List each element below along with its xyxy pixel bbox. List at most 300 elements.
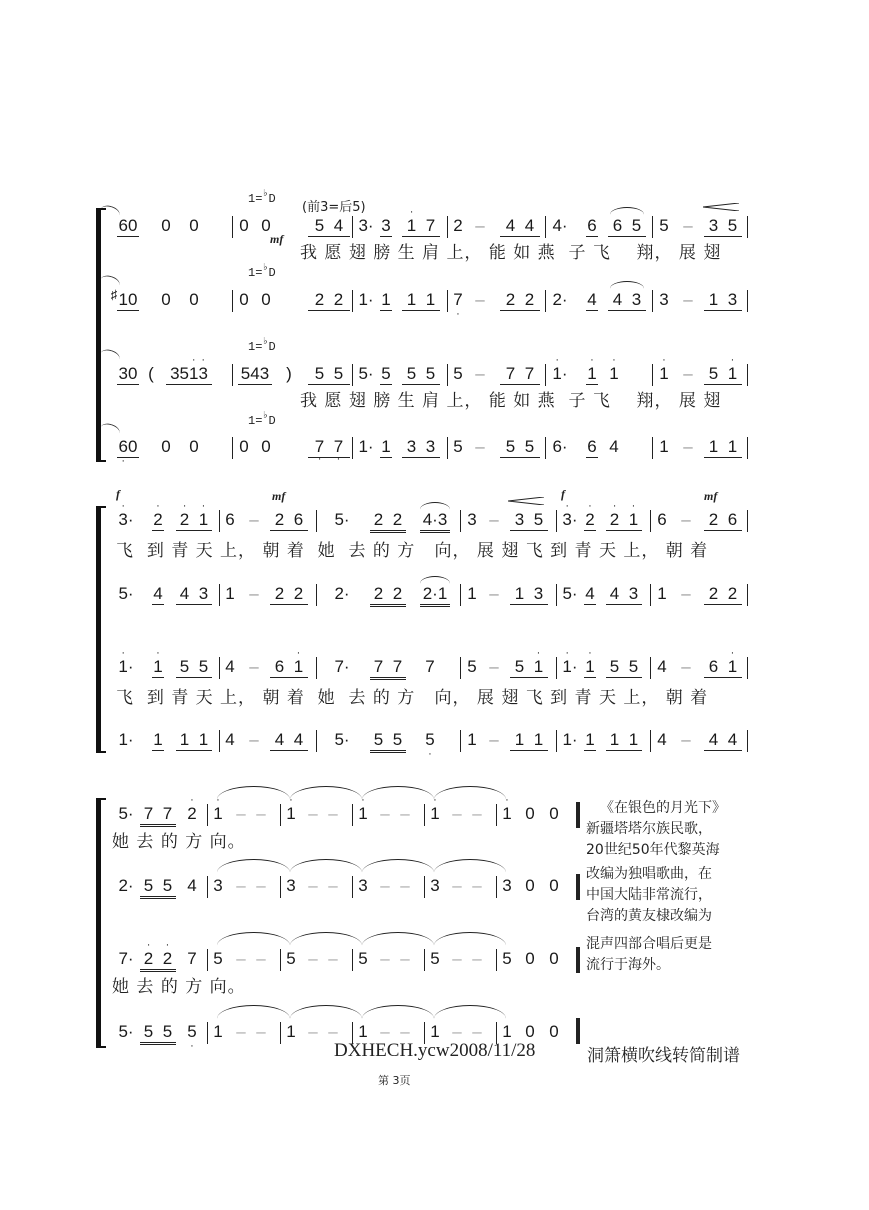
note: 2	[453, 216, 463, 235]
barline	[352, 216, 353, 238]
key-change-note: (前3=后5)	[302, 200, 366, 215]
dash: –	[489, 657, 499, 676]
note: 3	[286, 876, 296, 895]
dash: –	[380, 1022, 390, 1041]
note-group: 4 4	[270, 730, 308, 751]
rest: 0	[549, 876, 559, 895]
dash: –	[400, 876, 410, 895]
note-group: 2 2	[270, 584, 308, 605]
barline	[556, 584, 557, 606]
slur	[420, 576, 450, 591]
barline	[219, 730, 220, 752]
dash: –	[308, 1022, 318, 1041]
dash: –	[475, 364, 485, 383]
barline	[207, 804, 208, 826]
barline	[352, 290, 353, 312]
barline	[545, 364, 546, 386]
note-line: 20世纪50年代黎英海	[586, 842, 720, 858]
barline	[219, 657, 220, 679]
note-group: 1 1	[510, 730, 548, 751]
rest: 0	[549, 804, 559, 823]
note: 3	[659, 290, 669, 309]
barline	[447, 437, 448, 459]
barline	[747, 657, 748, 679]
note: 1·	[118, 730, 134, 749]
note: 4	[587, 290, 597, 309]
note-group: 351 · 3 ·	[166, 364, 212, 385]
note-group: 2 · 1 ·	[606, 510, 642, 531]
note-group: 5 5	[140, 1022, 176, 1045]
note: 7	[425, 657, 435, 676]
note: 1 ·	[585, 647, 595, 676]
note: 0	[161, 216, 171, 235]
note-group: 4 3	[176, 584, 212, 605]
barline	[460, 657, 461, 679]
barline	[747, 216, 748, 238]
dash: –	[472, 876, 482, 895]
dash: –	[328, 876, 338, 895]
note: 7	[187, 949, 197, 968]
paren-open: (	[148, 364, 154, 383]
note: 1 ·	[213, 794, 223, 823]
barline	[650, 510, 651, 532]
tie	[434, 859, 506, 886]
dash: –	[681, 510, 691, 529]
note: 30	[118, 364, 138, 383]
note: 7 ·	[453, 290, 463, 320]
note-group: 5 4	[308, 216, 350, 237]
transcriber-signature: DXHECH.ycw2008/11/28	[334, 1040, 536, 1061]
system-bracket	[96, 210, 101, 462]
tie	[362, 932, 434, 959]
barline	[460, 510, 461, 532]
note: 4	[657, 657, 667, 676]
tie	[290, 932, 362, 959]
note-group: 1 1	[704, 437, 742, 458]
note: 5	[502, 949, 512, 968]
note: 3	[381, 216, 391, 235]
note: 2·	[118, 876, 134, 895]
bracket-cap	[96, 506, 106, 508]
dash: –	[452, 876, 462, 895]
dash: –	[681, 657, 691, 676]
barline	[232, 437, 233, 459]
note-group: 2 2	[704, 584, 742, 605]
note: 1 ·	[358, 794, 368, 823]
note: 5	[467, 657, 477, 676]
final-barline	[576, 947, 580, 973]
dash: –	[475, 290, 485, 309]
barline	[352, 437, 353, 459]
dash: –	[249, 584, 259, 603]
barline	[652, 437, 653, 459]
note: 2 ·	[187, 794, 197, 823]
note: 1	[585, 730, 595, 749]
note: 5·	[334, 510, 350, 529]
dash: –	[475, 216, 485, 235]
note: 1	[430, 1022, 440, 1041]
tie	[362, 859, 434, 886]
note: 1 · ·	[118, 647, 134, 676]
note: 3	[358, 876, 368, 895]
dash: –	[308, 804, 318, 823]
dash: –	[249, 657, 259, 676]
note-group: 2 2	[308, 290, 350, 311]
dash: –	[380, 949, 390, 968]
note: 5	[286, 949, 296, 968]
note-group: 2 6	[270, 510, 308, 531]
note-group: 4 3	[606, 584, 642, 605]
tie	[434, 786, 506, 813]
dash: –	[380, 876, 390, 895]
note-group: 1 3	[510, 584, 548, 605]
key-signature: 1=♭D	[248, 189, 276, 206]
note: 1	[153, 730, 163, 749]
slur	[610, 207, 644, 222]
tie	[434, 1005, 506, 1032]
dash: –	[475, 437, 485, 456]
note: 5·	[562, 584, 578, 603]
barline	[650, 657, 651, 679]
barline	[232, 364, 233, 386]
barline	[316, 730, 317, 752]
note: 0	[189, 437, 199, 456]
crescendo-hairpin	[508, 497, 544, 505]
note: 2 ·	[153, 500, 163, 529]
dash: –	[249, 510, 259, 529]
note: 10	[118, 290, 138, 309]
note-group: 1 3	[704, 290, 742, 311]
dash: –	[308, 949, 318, 968]
note-group: 5 5	[140, 876, 176, 899]
note: 0	[239, 437, 249, 456]
key-signature: 1=♭D	[248, 337, 276, 354]
dash: –	[400, 949, 410, 968]
dash: –	[236, 1022, 246, 1041]
tie	[217, 1005, 290, 1032]
barline	[652, 216, 653, 238]
note: 3	[467, 510, 477, 529]
note: 3	[213, 876, 223, 895]
note: 3 · ·	[562, 500, 578, 529]
dash: –	[472, 1022, 482, 1041]
barline	[747, 510, 748, 532]
dynamic-mf: mf	[270, 232, 284, 246]
dynamic-f: f	[116, 487, 120, 501]
note-group: 5 5	[500, 437, 540, 458]
note-group: 7 · 7 ·	[308, 437, 350, 458]
note: 5	[381, 364, 391, 383]
note-group: 5 5	[606, 657, 642, 678]
tie	[290, 1005, 362, 1032]
note: 1 ·	[153, 647, 163, 676]
lyrics-soprano: 她 去 的 方 向。	[112, 832, 246, 852]
system-bracket	[96, 800, 101, 1048]
dash: –	[681, 730, 691, 749]
rest: 0	[549, 1022, 559, 1041]
note-group: 5 5	[402, 364, 440, 385]
dash: –	[452, 1022, 462, 1041]
note: 0	[261, 216, 271, 235]
page-number: 第 3页	[378, 1074, 411, 1087]
note-group: 4 4	[704, 730, 742, 751]
dash: –	[236, 804, 246, 823]
barline	[460, 730, 461, 752]
note-group: 3 3	[402, 437, 440, 458]
dash: –	[400, 804, 410, 823]
final-barline	[576, 1018, 580, 1044]
note: 1	[225, 584, 235, 603]
slur	[420, 502, 450, 517]
note: 2·	[334, 584, 350, 603]
note: 1 ·	[430, 794, 440, 823]
note-group: 2 · 2 ·	[140, 949, 176, 972]
note: 7·	[118, 949, 134, 968]
barline	[316, 510, 317, 532]
dash: –	[328, 804, 338, 823]
note-group: 4 3	[608, 290, 646, 311]
note-group: 1 · 7	[402, 216, 440, 237]
note: 1 · ·	[552, 354, 568, 383]
barline	[652, 290, 653, 312]
note: 4	[585, 584, 595, 603]
barline	[316, 657, 317, 679]
note: 4	[609, 437, 619, 456]
note-line: 中国大陆非常流行，	[586, 887, 712, 903]
key-signature: 1=♭D	[248, 411, 276, 428]
barline	[207, 1022, 208, 1044]
note: 4	[225, 730, 235, 749]
dynamic-mf: mf	[272, 489, 286, 503]
barline	[316, 584, 317, 606]
barline	[747, 290, 748, 312]
note-line: 台湾的黄友棣改编为	[586, 908, 712, 924]
note-group: 5 5	[308, 364, 350, 385]
dash: –	[256, 876, 266, 895]
note: 1 ·	[286, 794, 296, 823]
note: 5	[213, 949, 223, 968]
song-title-note: 《在银色的月光下》	[600, 800, 726, 816]
dash: –	[489, 584, 499, 603]
tie	[362, 786, 434, 813]
lyrics-soprano: 我 愿 翅 膀 生 肩 上， 能 如 燕 子 飞 翔， 展 翅	[300, 243, 722, 263]
dash: –	[489, 510, 499, 529]
note: 6 · 0	[118, 437, 138, 467]
bracket-cap	[96, 1046, 106, 1048]
tie	[217, 786, 290, 813]
final-barline	[576, 802, 580, 828]
tie	[434, 932, 506, 959]
note: 5·	[358, 364, 374, 383]
note: 6	[657, 510, 667, 529]
barline	[232, 290, 233, 312]
barline	[545, 290, 546, 312]
note-group: 7 7	[500, 364, 540, 385]
lyrics-tenor: 飞 到 青 天 上， 朝 着 她 去 的 方 向， 展 翅 飞 到 青 天 上， 朝 着	[116, 688, 709, 708]
note: 5	[430, 949, 440, 968]
note: 6	[587, 216, 597, 235]
dash: –	[256, 949, 266, 968]
note: 6	[225, 510, 235, 529]
dash: –	[683, 216, 693, 235]
barline	[747, 730, 748, 752]
note-group: 5 5	[370, 730, 406, 753]
dash: –	[683, 364, 693, 383]
tie	[217, 859, 290, 886]
note: 4·	[552, 216, 568, 235]
dash: –	[489, 730, 499, 749]
note: 0	[189, 290, 199, 309]
dash: –	[452, 949, 462, 968]
note-group: 543	[238, 364, 272, 385]
dash: –	[400, 1022, 410, 1041]
note-line: 改编为独唱歌曲，在	[586, 866, 712, 882]
voice-brace	[98, 347, 121, 366]
note-line: 混声四部合唱后更是	[586, 936, 712, 952]
note: 1 ·	[502, 794, 512, 823]
note: 5	[453, 437, 463, 456]
note: 0	[239, 290, 249, 309]
note: 3 · ·	[118, 500, 134, 529]
transcriber-credit: 洞箫横吹线转简制谱	[587, 1046, 740, 1066]
rest: 0	[549, 949, 559, 968]
note-group: 2 · 1 ·	[176, 510, 212, 531]
barline	[207, 876, 208, 898]
tie	[362, 1005, 434, 1032]
note-group: 4 4	[500, 216, 540, 237]
note-group: 6 1 ·	[270, 657, 308, 678]
dash: –	[328, 1022, 338, 1041]
key-signature: 1=♭D	[248, 263, 276, 280]
barline	[650, 730, 651, 752]
note: 5	[453, 364, 463, 383]
lyrics-tenor: 她 去 的 方 向。	[112, 977, 246, 997]
sharp-sign: ♯	[110, 287, 118, 302]
note-group: 5 1 ·	[510, 657, 548, 678]
note: 1·	[358, 437, 374, 456]
note: 0	[261, 290, 271, 309]
note: 1	[467, 730, 477, 749]
barline	[447, 364, 448, 386]
dash: –	[328, 949, 338, 968]
barline	[556, 657, 557, 679]
slur	[610, 281, 644, 296]
note: 1	[502, 1022, 512, 1041]
note-group: 2·1	[420, 584, 450, 607]
barline	[219, 510, 220, 532]
note: 5 ·	[187, 1022, 197, 1052]
note: 4	[153, 584, 163, 603]
note-group: 4·3	[420, 510, 450, 533]
rest: 0	[525, 1022, 535, 1041]
tie	[217, 932, 290, 959]
dash: –	[236, 949, 246, 968]
crescendo-hairpin	[703, 203, 739, 211]
dash: –	[256, 1022, 266, 1041]
note-group: 1 1	[606, 730, 642, 751]
dash: –	[681, 584, 691, 603]
dash: –	[472, 949, 482, 968]
barline	[747, 364, 748, 386]
lyrics-soprano: 飞 到 青 天 上， 朝 着 她 去 的 方 向， 展 翅 飞 到 青 天 上， 朝 着	[116, 541, 709, 561]
note: 1	[286, 1022, 296, 1041]
note-group: 2 2	[370, 510, 406, 533]
note: 3	[502, 876, 512, 895]
note-group: 5 1 ·	[704, 364, 742, 385]
note-group: 6 5	[608, 216, 646, 237]
note: 1	[358, 1022, 368, 1041]
note: 1	[467, 584, 477, 603]
rest: 0	[525, 804, 535, 823]
barline	[545, 437, 546, 459]
note: 5 ·	[425, 730, 435, 760]
note: 1	[213, 1022, 223, 1041]
note-group: 7 7	[140, 804, 176, 827]
dash: –	[249, 730, 259, 749]
note-line: 流行于海外。	[586, 957, 670, 973]
note: 5·	[118, 584, 134, 603]
final-barline	[576, 874, 580, 900]
note: 2·	[552, 290, 568, 309]
note: 1	[381, 437, 391, 456]
note-group: 3 5	[510, 510, 548, 531]
note: 0	[189, 216, 199, 235]
note: 4	[187, 876, 197, 895]
note: 0	[239, 216, 249, 235]
bracket-cap	[96, 798, 106, 800]
note-group: 2 2	[500, 290, 540, 311]
barline	[447, 290, 448, 312]
dynamic-mf: mf	[704, 489, 718, 503]
dash: –	[236, 876, 246, 895]
note-group: 5 5	[176, 657, 212, 678]
note: 5	[659, 216, 669, 235]
note-group: 7 7	[370, 657, 406, 680]
barline	[207, 949, 208, 971]
note: 1 ·	[609, 354, 619, 383]
note-group: 2 2	[370, 584, 406, 607]
note: 5·	[118, 804, 134, 823]
paren-close: )	[286, 364, 292, 383]
note-group: 2 6	[704, 510, 742, 531]
note: 5	[358, 949, 368, 968]
barline	[650, 584, 651, 606]
note: 2 ·	[585, 500, 595, 529]
note: 5·	[334, 730, 350, 749]
note-group: 1 1	[402, 290, 440, 311]
note-group: 6 1 ·	[704, 657, 742, 678]
note: 0	[261, 437, 271, 456]
note: 4	[657, 730, 667, 749]
barline	[460, 584, 461, 606]
note-line: 新疆塔塔尔族民歌，	[586, 821, 712, 837]
note-group: 1 1	[176, 730, 212, 751]
barline	[556, 510, 557, 532]
dynamic-f: f	[561, 487, 565, 501]
note: 1	[381, 290, 391, 309]
barline	[447, 216, 448, 238]
dash: –	[380, 804, 390, 823]
tie	[290, 859, 362, 886]
lyrics-tenor: 我 愿 翅 膀 生 肩 上， 能 如 燕 子 飞 翔， 展 翅	[300, 391, 722, 411]
note: 7·	[334, 657, 350, 676]
bracket-cap	[96, 751, 106, 753]
note: 1	[659, 437, 669, 456]
dash: –	[256, 804, 266, 823]
rest: 0	[525, 949, 535, 968]
barline	[352, 364, 353, 386]
note: 1 ·	[587, 354, 597, 383]
